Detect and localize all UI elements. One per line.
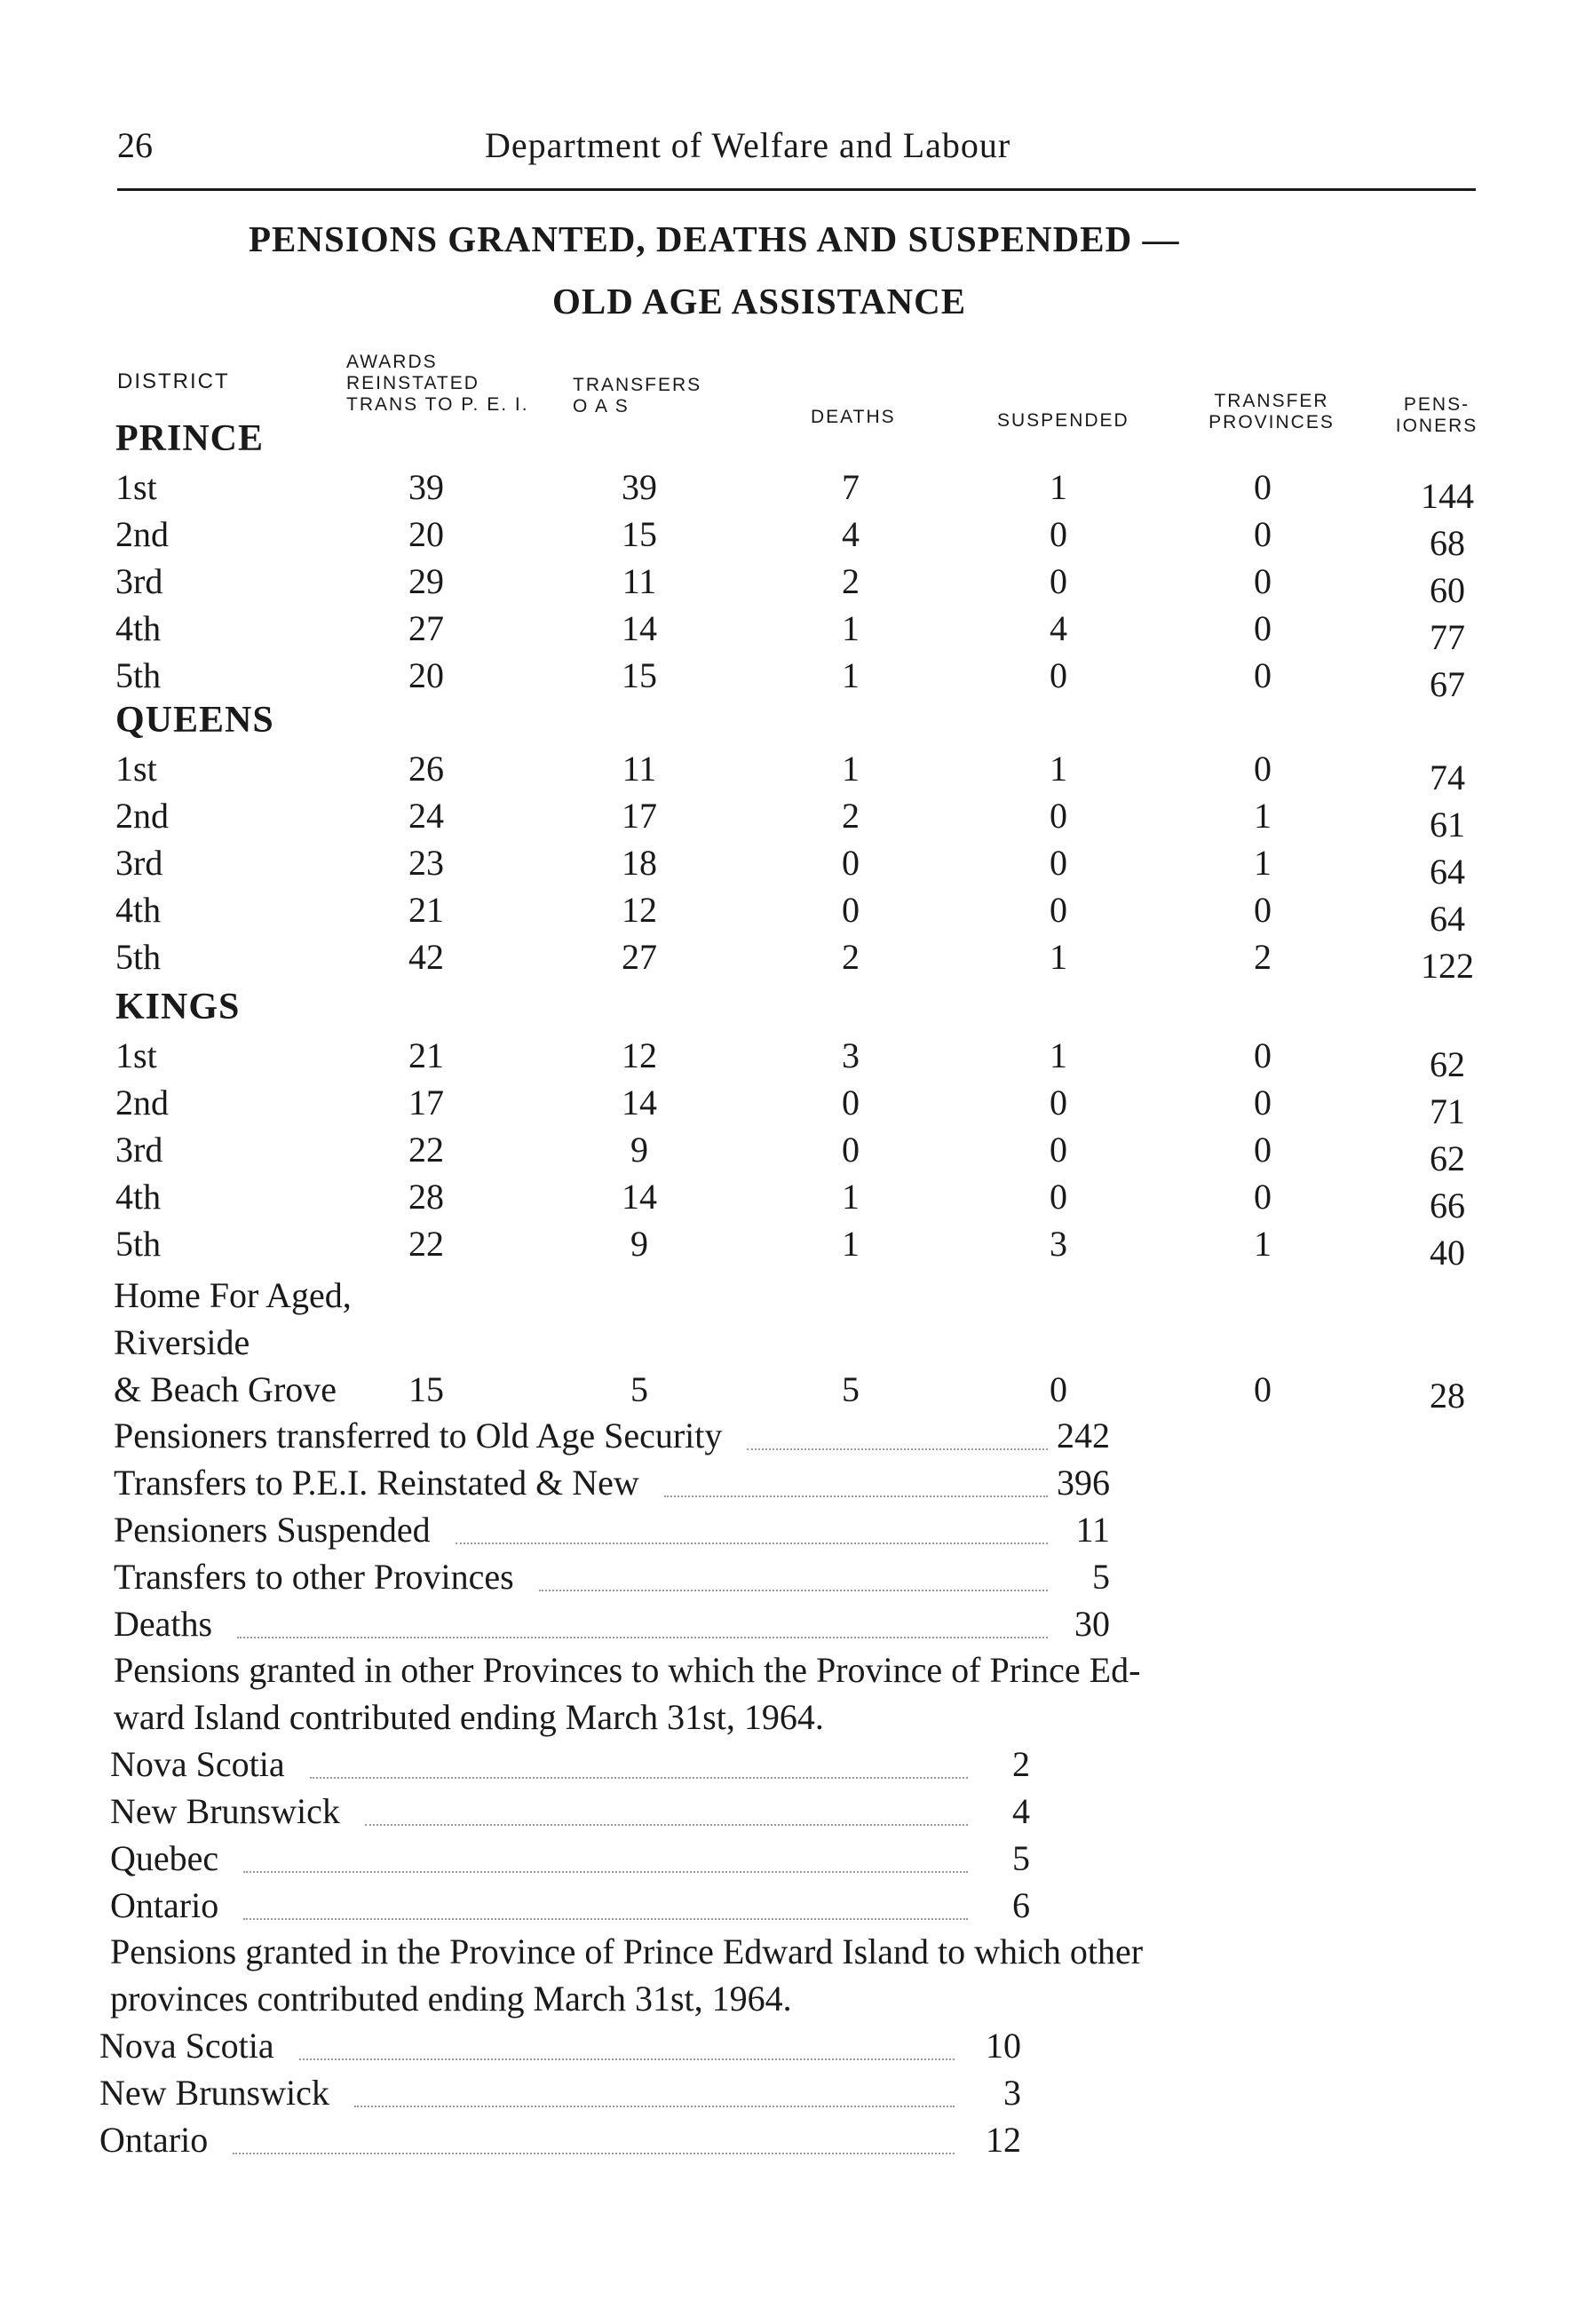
- paragraph-1-line-1: Pensions granted in other Provinces to which the Province of Prince Ed-: [114, 1650, 1141, 1690]
- cell-transfers: 11: [622, 749, 657, 789]
- cell-transfer-provinces: 1: [1254, 1224, 1272, 1264]
- cell-deaths: 1: [842, 749, 860, 789]
- cell-deaths: 7: [842, 467, 860, 507]
- cell-deaths: 0: [842, 1083, 860, 1122]
- cell-awards: 21: [408, 1035, 444, 1075]
- district-label: 3rd: [115, 843, 163, 883]
- cell-pensioners: 71: [1430, 1091, 1465, 1131]
- cell-pensioners: 64: [1430, 899, 1465, 939]
- cell-pensioners: 74: [1430, 757, 1465, 797]
- cell-suspended: 3: [1050, 1224, 1067, 1264]
- cell-suspended: 0: [1050, 796, 1067, 836]
- cell-suspended: 1: [1050, 1035, 1067, 1075]
- col-header-pensioners: [1383, 394, 1490, 437]
- home-for-aged-suspended: 0: [1050, 1369, 1067, 1409]
- cell-deaths: 2: [842, 937, 860, 977]
- cell-transfers: 11: [622, 561, 657, 601]
- cell-deaths: 0: [842, 1130, 860, 1170]
- cell-transfers: 12: [622, 890, 657, 930]
- cell-awards: 20: [408, 514, 444, 554]
- cell-awards: 23: [408, 843, 444, 883]
- cell-transfers: 14: [622, 1177, 657, 1217]
- cell-awards: 24: [408, 796, 444, 836]
- col-header-awards-line-3: TRANS TO P. E. I.: [346, 394, 529, 415]
- cell-transfer-provinces: 0: [1254, 608, 1272, 648]
- district-label: 3rd: [115, 561, 163, 601]
- summary-item-value: 30: [1074, 1604, 1110, 1644]
- cell-transfers: 18: [622, 843, 657, 883]
- contribution-in-label: New Brunswick: [99, 2073, 329, 2113]
- district-label: 3rd: [115, 1130, 163, 1170]
- cell-suspended: 0: [1050, 843, 1067, 883]
- district-group-heading: PRINCE: [115, 418, 265, 459]
- cell-suspended: 0: [1050, 1083, 1067, 1122]
- summary-item-value: 5: [1092, 1557, 1110, 1597]
- page-number: 26: [117, 125, 153, 165]
- cell-deaths: 1: [842, 608, 860, 648]
- district-label: 2nd: [115, 796, 169, 836]
- contribution-out-label: Ontario: [110, 1885, 219, 1925]
- cell-transfer-provinces: 0: [1254, 890, 1272, 930]
- cell-suspended: 4: [1050, 608, 1067, 648]
- cell-pensioners: 66: [1430, 1186, 1465, 1225]
- summary-item-label: Pensioners Suspended: [114, 1510, 431, 1550]
- home-for-aged-awards: 15: [408, 1369, 444, 1409]
- cell-deaths: 2: [842, 561, 860, 601]
- district-label: 1st: [115, 1035, 157, 1075]
- cell-pensioners: 61: [1430, 805, 1465, 845]
- cell-transfer-provinces: 0: [1254, 561, 1272, 601]
- home-for-aged-line-3: & Beach Grove: [114, 1369, 337, 1409]
- col-header-pensioners-line-1: PENS-: [1403, 394, 1470, 415]
- col-header-transfer-provinces: [1192, 391, 1351, 433]
- cell-transfer-provinces: 0: [1254, 1130, 1272, 1170]
- contribution-out-label: New Brunswick: [110, 1791, 340, 1831]
- contribution-in-value: 10: [986, 2026, 1021, 2066]
- home-for-aged-pensioners: 28: [1430, 1376, 1465, 1416]
- cell-transfers: 17: [622, 796, 657, 836]
- cell-transfer-provinces: 0: [1254, 467, 1272, 507]
- cell-pensioners: 40: [1430, 1233, 1465, 1273]
- contribution-in-label: Ontario: [99, 2120, 209, 2160]
- cell-suspended: 1: [1050, 749, 1067, 789]
- paragraph-2-line-2: provinces contributed ending March 31st, 1964.: [110, 1979, 792, 2019]
- district-label: 5th: [115, 937, 162, 977]
- cell-pensioners: 68: [1430, 523, 1465, 563]
- contribution-out-value: 2: [1012, 1744, 1030, 1784]
- summary-item-label: Pensioners transferred to Old Age Security: [114, 1416, 723, 1455]
- dot-leader: [310, 1777, 968, 1779]
- home-for-aged-line-2: Riverside: [114, 1322, 250, 1362]
- cell-suspended: 1: [1050, 467, 1067, 507]
- cell-pensioners: 77: [1430, 617, 1465, 657]
- home-for-aged-transfers: 5: [630, 1369, 648, 1409]
- cell-transfer-provinces: 1: [1254, 796, 1272, 836]
- cell-transfers: 9: [630, 1130, 648, 1170]
- col-header-district: DISTRICT: [117, 369, 230, 393]
- contribution-in-value: 3: [1003, 2073, 1021, 2113]
- cell-transfer-provinces: 1: [1254, 843, 1272, 883]
- contribution-in-label: Nova Scotia: [99, 2026, 274, 2066]
- summary-item-label: Transfers to P.E.I. Reinstated & New: [114, 1463, 639, 1503]
- district-label: 2nd: [115, 514, 169, 554]
- paragraph-1-line-2: ward Island contributed ending March 31st, 1964.: [114, 1697, 824, 1737]
- cell-transfers: 27: [622, 937, 657, 977]
- dot-leader: [237, 1637, 1048, 1638]
- cell-transfers: 14: [622, 1083, 657, 1122]
- cell-transfers: 15: [622, 655, 657, 695]
- district-label: 5th: [115, 655, 162, 695]
- cell-awards: 27: [408, 608, 444, 648]
- col-header-awards-line-2: REINSTATED: [346, 373, 479, 393]
- cell-transfers: 9: [630, 1224, 648, 1264]
- contribution-in-value: 12: [986, 2120, 1021, 2160]
- dot-leader: [354, 2106, 955, 2107]
- summary-item-label: Deaths: [114, 1604, 213, 1644]
- dot-leader: [243, 1918, 968, 1920]
- cell-pensioners: 64: [1430, 852, 1465, 892]
- dot-leader: [233, 2153, 955, 2154]
- col-header-transfers: [573, 375, 701, 417]
- cell-transfer-provinces: 0: [1254, 749, 1272, 789]
- cell-transfer-provinces: 0: [1254, 1083, 1272, 1122]
- cell-suspended: 0: [1050, 655, 1067, 695]
- summary-item-value: 11: [1075, 1510, 1110, 1550]
- col-header-transfers-line-2: O A S: [573, 396, 630, 416]
- cell-pensioners: 122: [1421, 946, 1474, 986]
- cell-awards: 21: [408, 890, 444, 930]
- dot-leader: [747, 1448, 1048, 1450]
- contribution-out-value: 6: [1012, 1885, 1030, 1925]
- cell-awards: 39: [408, 467, 444, 507]
- cell-transfer-provinces: 0: [1254, 655, 1272, 695]
- cell-suspended: 0: [1050, 890, 1067, 930]
- cell-deaths: 1: [842, 655, 860, 695]
- cell-suspended: 0: [1050, 1177, 1067, 1217]
- cell-awards: 22: [408, 1224, 444, 1264]
- district-label: 2nd: [115, 1083, 169, 1122]
- cell-transfers: 15: [622, 514, 657, 554]
- cell-pensioners: 67: [1430, 664, 1465, 704]
- table-title-line-1: PENSIONS GRANTED, DEATHS AND SUSPENDED —: [249, 218, 1180, 259]
- summary-item-value: 242: [1057, 1416, 1110, 1455]
- cell-transfer-provinces: 2: [1254, 937, 1272, 977]
- cell-transfers: 12: [622, 1035, 657, 1075]
- cell-transfers: 14: [622, 608, 657, 648]
- district-label: 4th: [115, 890, 162, 930]
- cell-transfer-provinces: 0: [1254, 1177, 1272, 1217]
- cell-deaths: 1: [842, 1177, 860, 1217]
- summary-item-value: 396: [1057, 1463, 1110, 1503]
- district-label: 4th: [115, 608, 162, 648]
- col-header-awards-line-1: AWARDS: [346, 352, 438, 372]
- dot-leader: [456, 1543, 1048, 1544]
- cell-awards: 26: [408, 749, 444, 789]
- dot-leader: [664, 1495, 1048, 1497]
- header-rule: [117, 188, 1476, 191]
- col-header-pensioners-line-2: IONERS: [1395, 416, 1478, 436]
- cell-transfer-provinces: 0: [1254, 514, 1272, 554]
- district-group-heading: KINGS: [115, 987, 241, 1027]
- dot-leader: [243, 1871, 968, 1873]
- cell-deaths: 1: [842, 1224, 860, 1264]
- cell-deaths: 0: [842, 890, 860, 930]
- cell-pensioners: 62: [1430, 1138, 1465, 1178]
- district-label: 1st: [115, 749, 157, 789]
- cell-deaths: 0: [842, 843, 860, 883]
- cell-suspended: 0: [1050, 1130, 1067, 1170]
- contribution-out-label: Nova Scotia: [110, 1744, 285, 1784]
- running-header: Department of Welfare and Labour: [485, 125, 1011, 165]
- cell-awards: 17: [408, 1083, 444, 1122]
- cell-deaths: 2: [842, 796, 860, 836]
- cell-suspended: 1: [1050, 937, 1067, 977]
- district-label: 5th: [115, 1224, 162, 1264]
- cell-awards: 20: [408, 655, 444, 695]
- cell-awards: 29: [408, 561, 444, 601]
- dot-leader: [365, 1824, 968, 1826]
- cell-suspended: 0: [1050, 514, 1067, 554]
- contribution-out-value: 4: [1012, 1791, 1030, 1831]
- cell-deaths: 3: [842, 1035, 860, 1075]
- col-header-transfer-provinces-line-2: PROVINCES: [1209, 412, 1335, 432]
- col-header-deaths: DEATHS: [811, 407, 896, 427]
- cell-pensioners: 144: [1421, 476, 1474, 516]
- cell-deaths: 4: [842, 514, 860, 554]
- col-header-awards: [346, 352, 529, 416]
- col-header-transfers-line-1: TRANSFERS: [573, 375, 702, 395]
- cell-pensioners: 60: [1430, 570, 1465, 610]
- cell-pensioners: 62: [1430, 1044, 1465, 1084]
- contribution-out-value: 5: [1012, 1838, 1030, 1878]
- home-for-aged-line-1: Home For Aged,: [114, 1275, 352, 1315]
- district-label: 1st: [115, 467, 157, 507]
- cell-transfers: 39: [622, 467, 657, 507]
- paragraph-2-line-1: Pensions granted in the Province of Prince Edward Island to which other: [110, 1931, 1144, 1971]
- col-header-transfer-provinces-line-1: TRANSFER: [1214, 391, 1329, 411]
- district-label: 4th: [115, 1177, 162, 1217]
- cell-suspended: 0: [1050, 561, 1067, 601]
- cell-awards: 28: [408, 1177, 444, 1217]
- home-for-aged-transfer-provinces: 0: [1254, 1369, 1272, 1409]
- col-header-suspended: SUSPENDED: [997, 410, 1129, 431]
- cell-awards: 22: [408, 1130, 444, 1170]
- dot-leader: [539, 1590, 1048, 1591]
- summary-item-label: Transfers to other Provinces: [114, 1557, 514, 1597]
- cell-transfer-provinces: 0: [1254, 1035, 1272, 1075]
- contribution-out-label: Quebec: [110, 1838, 219, 1878]
- home-for-aged-deaths: 5: [842, 1369, 860, 1409]
- cell-awards: 42: [408, 937, 444, 977]
- district-group-heading: QUEENS: [115, 700, 274, 741]
- dot-leader: [299, 2058, 955, 2060]
- table-title-line-2: OLD AGE ASSISTANCE: [552, 281, 967, 321]
